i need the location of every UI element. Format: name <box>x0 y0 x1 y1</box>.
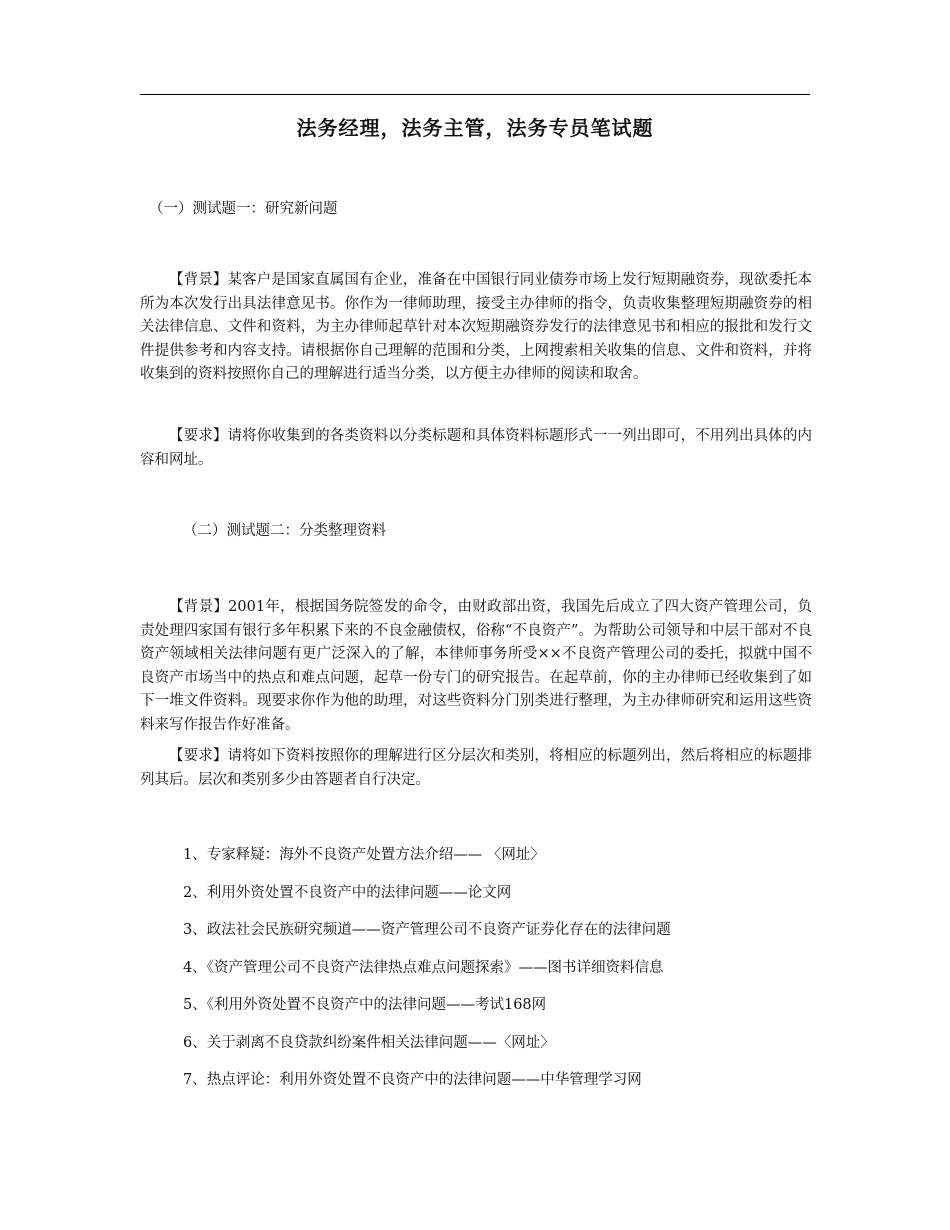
list-item: 6、关于剥离不良贷款纠纷案件相关法律问题——〈网址〉 <box>183 1034 555 1051</box>
section1-background <box>140 269 812 387</box>
list-item: 5、《利用外资处置不良资产中的法律问题——考试168网 <box>183 997 547 1013</box>
background-tag: 【背景】 <box>169 599 229 615</box>
document-title: 法务经理，法务主管，法务专员笔试题 <box>296 116 654 140</box>
list-item: 1、专家释疑：海外不良资产处置方法介绍—— 〈网址〉 <box>183 847 545 863</box>
list-item: 2、利用外资处置不良资产中的法律问题——论文网 <box>183 884 512 901</box>
section2-heading: （二）测试题二：分类整理资料 <box>183 523 386 539</box>
section1-requirement <box>140 425 812 472</box>
list-item: 3、政法社会民族研究频道——资产管理公司不良资产证券化存在的法律问题 <box>183 922 671 938</box>
requirement-tag: 【要求】 <box>169 428 228 444</box>
header-rule <box>140 94 810 95</box>
background-tag: 【背景】 <box>169 272 228 288</box>
section1-background-text: 某客户是国家直属国有企业，准备在中国银行同业债券市场上发行短期融资券，现欲委托本所为本次发行出具法律意见书。你作为一律师助理，接受主办律师的指令，负责收集整理短期融资券的相关法律信息、文件和资料，为主办律师起草针对本次短期融资券发行的法律意见书和相应的报批和发行文件提供参考和内容支持。请根据你自己理解的范围和分类，上网搜索相关收集的信息、文件和资料，并将收集到的资料按照你自己的理解进行适当分类，以方便主办律师的阅读和取舍。 <box>140 272 812 382</box>
list-item: 4、《资产管理公司不良资产法律热点难点问题探索》——图书详细资料信息 <box>183 959 664 976</box>
requirement-tag: 【要求】 <box>169 748 228 764</box>
section1-heading: （一）测试题一：研究新问题 <box>149 201 338 217</box>
section2-requirement <box>140 745 812 792</box>
section2-requirement-text: 请将如下资料按照你的理解进行区分层次和类别，将相应的标题列出，然后将相应的标题排列其后。层次和类别多少由答题者自行决定。 <box>140 748 812 788</box>
section2-background <box>140 596 812 737</box>
material-list <box>183 844 671 1107</box>
list-item: 7、热点评论：利用外资处置不良资产中的法律问题——中华管理学习网 <box>183 1072 642 1088</box>
section2-background-text: 2001年，根据国务院签发的命令，由财政部出资，我国先后成立了四大资产管理公司，负责处理四家国有银行多年积累下来的不良金融债权，俗称“不良资产”。为帮助公司领导和中层干部对不良资产领域相关法律问题有更广泛深入的了解，本律师事务所受××不良资产管理公司的委托，拟就中国不良资产市场当中的热点和难点问题，起草一份专门的研究报告。在起草前，你的主办律师已经收集到了如下一堆文件资料。现要求你作为他的助理，对这些资料分门别类进行整理，为主办律师研究和运用这些资料来写作报告作好准备。 <box>140 599 813 733</box>
section1-requirement-text: 请将你收集到的各类资料以分类标题和具体资料标题形式一一列出即可，不用列出具体的内容和网址。 <box>140 428 812 468</box>
